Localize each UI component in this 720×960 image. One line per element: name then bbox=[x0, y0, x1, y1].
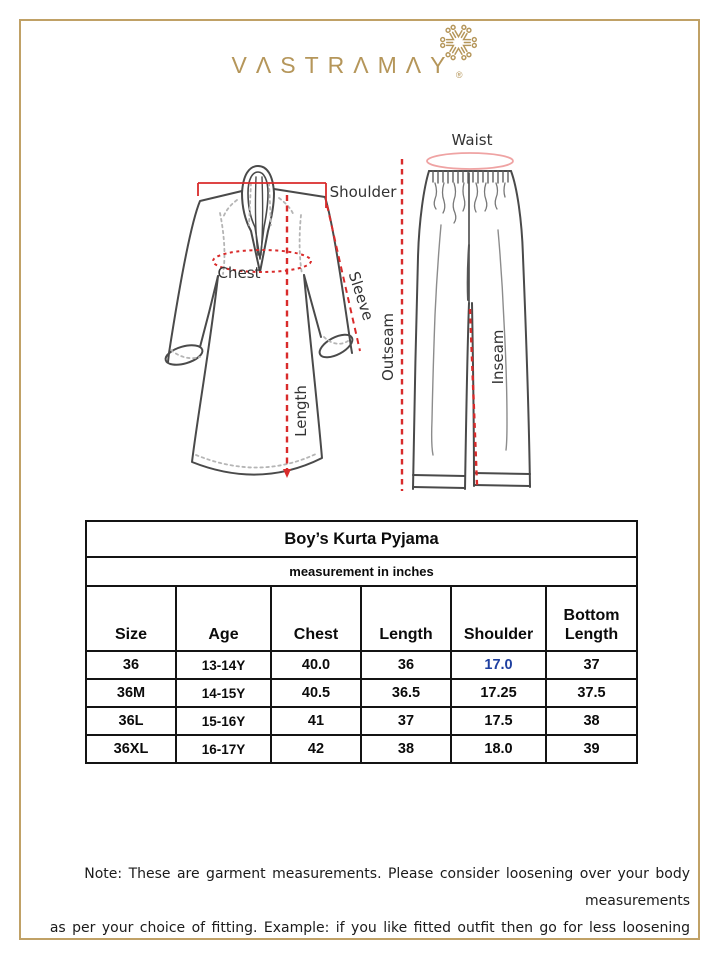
table-title-row bbox=[86, 521, 637, 557]
table-cell: 38 bbox=[546, 707, 637, 735]
table-cell: 37.5 bbox=[546, 679, 637, 707]
inseam-measure-label: Inseam bbox=[489, 329, 507, 385]
table-cell: 37 bbox=[546, 651, 637, 679]
table-cell: 36XL bbox=[86, 735, 176, 763]
table-cell: 36 bbox=[86, 651, 176, 679]
table-cell: 17.5 bbox=[451, 707, 546, 735]
table-cell: 42 bbox=[271, 735, 361, 763]
note-line-2: as per your choice of fitting. Example: if you like fitted outfit then go for less loosening bbox=[49, 920, 690, 936]
table-cell: 36 bbox=[361, 651, 451, 679]
column-header-chest: Chest bbox=[271, 586, 361, 651]
note-line-1: Note: These are garment measurements. Please consider loosening over your body measurements bbox=[84, 866, 690, 909]
table-cell: 13-14Y bbox=[176, 651, 271, 679]
mandala-ornament-icon bbox=[437, 21, 480, 64]
table-row bbox=[86, 707, 637, 735]
brand-name: VΛSTRΛMΛY bbox=[231, 52, 455, 78]
table-cell: 14-15Y bbox=[176, 679, 271, 707]
table-title: Boy’s Kurta Pyjama bbox=[86, 521, 637, 557]
chest-measure-label: Chest bbox=[217, 264, 261, 282]
registered-trademark-symbol: ® bbox=[455, 70, 463, 80]
column-header-length: Length bbox=[361, 586, 451, 651]
table-cell: 36M bbox=[86, 679, 176, 707]
column-header-shoulder: Shoulder bbox=[451, 586, 546, 651]
table-subtitle-row bbox=[86, 557, 637, 586]
table-cell: 39 bbox=[546, 735, 637, 763]
table-cell: 38 bbox=[361, 735, 451, 763]
table-cell: 40.0 bbox=[271, 651, 361, 679]
measurement-diagram bbox=[80, 125, 640, 525]
table-cell: 17.0 bbox=[451, 651, 546, 679]
waist-measure-label: Waist bbox=[451, 131, 493, 149]
pyjama-waistband-gathers bbox=[433, 171, 508, 223]
sleeve-measure-label: Sleeve bbox=[344, 269, 378, 323]
column-header-age: Age bbox=[176, 586, 271, 651]
pyjama-measure-lines bbox=[402, 153, 513, 491]
column-header-size: Size bbox=[86, 586, 176, 651]
table-cell: 15-16Y bbox=[176, 707, 271, 735]
length-measure-label: Length bbox=[292, 385, 310, 437]
table-cell: 18.0 bbox=[451, 735, 546, 763]
brand-logo bbox=[0, 52, 720, 79]
note-text bbox=[36, 861, 690, 942]
table-cell: 41 bbox=[271, 707, 361, 735]
table-row bbox=[86, 735, 637, 763]
size-chart-body bbox=[86, 651, 637, 763]
column-header-bottom-length: Bottom Length bbox=[546, 586, 637, 651]
shoulder-measure-label: Shoulder bbox=[329, 183, 397, 201]
table-row bbox=[86, 651, 637, 679]
table-cell: 16-17Y bbox=[176, 735, 271, 763]
kurta-diagram bbox=[163, 166, 355, 475]
table-cell: 37 bbox=[361, 707, 451, 735]
outseam-measure-label: Outseam bbox=[379, 312, 397, 382]
table-cell: 40.5 bbox=[271, 679, 361, 707]
table-cell: 36L bbox=[86, 707, 176, 735]
table-cell: 17.25 bbox=[451, 679, 546, 707]
table-subtitle: measurement in inches bbox=[86, 557, 637, 586]
table-header-row bbox=[86, 586, 637, 651]
table-row bbox=[86, 679, 637, 707]
table-cell: 36.5 bbox=[361, 679, 451, 707]
size-chart-table bbox=[85, 520, 638, 764]
